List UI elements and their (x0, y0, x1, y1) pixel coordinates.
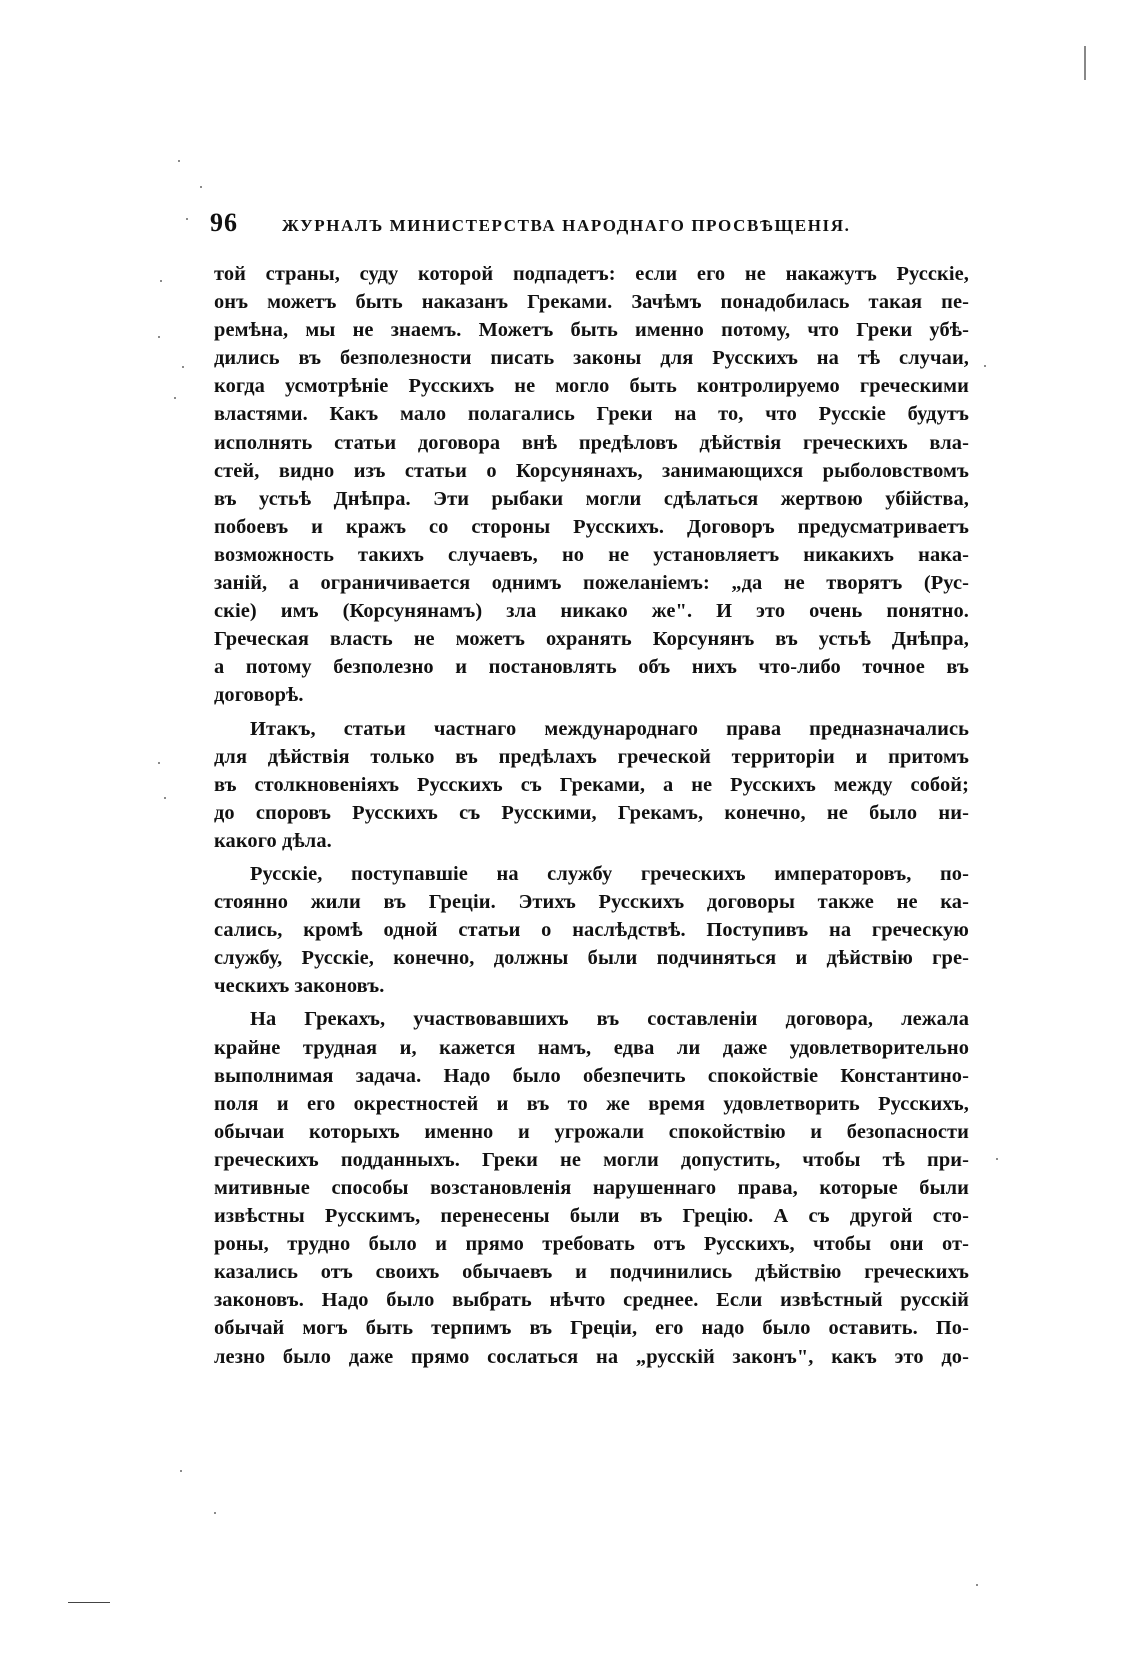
text-line: лезно было даже прямо сослаться на „русскій законъ", какъ это до- (214, 1345, 969, 1368)
text-line: заній, а ограничивается однимъ пожеланіемъ: „да не творятъ (Рус- (214, 572, 969, 595)
text-line: обычаи которыхъ именно и угрожали спокойствію и безопасности (214, 1120, 969, 1143)
text-line: На Грекахъ, участвовавшихъ въ составленіи договора, лежала (250, 1008, 969, 1031)
text-line: исполнять статьи договора внѣ предѣловъ дѣйствія греческихъ вла- (214, 431, 969, 454)
text-line: ческихъ законовъ. (214, 975, 385, 998)
text-line: возможность такихъ случаевъ, но не установляетъ никакихъ нака- (214, 543, 969, 566)
page-header (210, 208, 970, 242)
body-text (214, 260, 969, 1371)
scan-speck (160, 280, 162, 282)
text-line: митивные способы возстановленія нарушеннаго права, которые были (214, 1177, 969, 1199)
text-line: какого дѣла. (214, 829, 332, 852)
text-line: въ столкновеніяхъ Русскихъ съ Греками, а не Русскихъ между собой; (214, 773, 969, 796)
text-line: поля и его окрестностей и въ то же время удовлетворить Русскихъ, (214, 1092, 969, 1115)
text-line: властями. Какъ мало полагались Греки на то, что Русскіе будутъ (214, 403, 969, 426)
text-line: а потому безполезно и постановлять объ нихъ что-либо точное въ (214, 656, 969, 679)
text-line: когда усмотрѣніе Русскихъ не могло быть контролируемо греческими (214, 375, 969, 398)
text-line: законовъ. Надо было выбрать нѣчто среднее. Если извѣстный русскій (214, 1289, 969, 1312)
text-line: извѣстны Русскимъ, перенесены были въ Грецію. А съ другой сто- (214, 1205, 969, 1228)
scan-speck (158, 762, 160, 764)
text-line: Греческая власть не можетъ охранять Корсунянъ въ устьѣ Днѣпра, (214, 628, 969, 651)
text-line: для дѣйствія только въ предѣлахъ греческой территоріи и притомъ (214, 745, 969, 768)
text-line: казались отъ своихъ обычаевъ и подчинились дѣйствію греческихъ (214, 1261, 969, 1284)
text-line: обычай могъ быть терпимъ въ Греціи, его надо было оставить. По- (214, 1317, 969, 1340)
page-number: 96 (210, 208, 238, 237)
text-line: роны, трудно было и прямо требовать отъ Русскихъ, чтобы они от- (214, 1233, 969, 1256)
text-line: въ устьѣ Днѣпра. Эти рыбаки могли сдѣлаться жертвою убійства, (214, 487, 969, 510)
scan-speck (174, 397, 176, 399)
scan-speck (182, 366, 184, 368)
running-title: ЖУРНАЛЪ МИНИСТЕРСТВА НАРОДНАГО ПРОСВѢЩЕНІЯ. (282, 216, 851, 235)
scan-speck (996, 1158, 998, 1160)
scan-speck (186, 218, 188, 220)
text-line: Русскіе, поступавшіе на службу греческихъ императоровъ, по- (250, 862, 969, 885)
scan-speck (180, 1470, 182, 1472)
text-line: договорѣ. (214, 684, 304, 707)
text-line: онъ можетъ быть наказанъ Греками. Зачѣмъ понадобилась такая пе- (214, 291, 969, 314)
text-line: греческихъ подданныхъ. Греки не могли допустить, чтобы тѣ при- (214, 1148, 969, 1171)
text-line: дились въ безполезности писать законы для Русскихъ на тѣ случаи, (214, 347, 969, 370)
scan-speck (164, 797, 166, 799)
scan-dash (68, 1602, 110, 1603)
text-line: до споровъ Русскихъ съ Русскими, Грекамъ, конечно, не было ни- (214, 801, 969, 824)
text-line: скіе) имъ (Корсунянамъ) зла никако же". И это очень понятно. (214, 600, 969, 623)
text-line: той страны, суду которой подпадетъ: если его не накажутъ Русскіе, (214, 263, 969, 285)
scan-speck (178, 160, 180, 162)
scan-speck (158, 336, 160, 338)
scan-edge-mark (1084, 46, 1086, 80)
text-line: Итакъ, статьи частнаго международнаго права предназначались (250, 717, 969, 740)
scan-speck (984, 365, 986, 367)
text-line: побоевъ и кражъ со стороны Русскихъ. Договоръ предусматриваетъ (214, 515, 969, 538)
text-line: стоянно жили въ Греціи. Этихъ Русскихъ договоры также не ка- (214, 891, 969, 914)
text-line: крайне трудная и, кажется намъ, едва ли даже удовлетворительно (214, 1036, 969, 1059)
text-line: службу, Русскіе, конечно, должны были подчиняться и дѣйствію гре- (214, 947, 969, 970)
text-line: стей, видно изъ статьи о Корсунянахъ, занимающихся рыболовствомъ (214, 459, 969, 482)
scan-speck (214, 1512, 216, 1514)
scan-speck (976, 1584, 978, 1586)
scan-speck (200, 186, 202, 188)
text-line: выполнимая задача. Надо было обезпечить спокойствіе Константино- (214, 1064, 969, 1087)
text-line: сались, кромѣ одной статьи о наслѣдствѣ. Поступивъ на греческую (214, 919, 969, 942)
text-line: ремѣна, мы не знаемъ. Можетъ быть именно потому, что Греки убѣ- (214, 319, 969, 342)
